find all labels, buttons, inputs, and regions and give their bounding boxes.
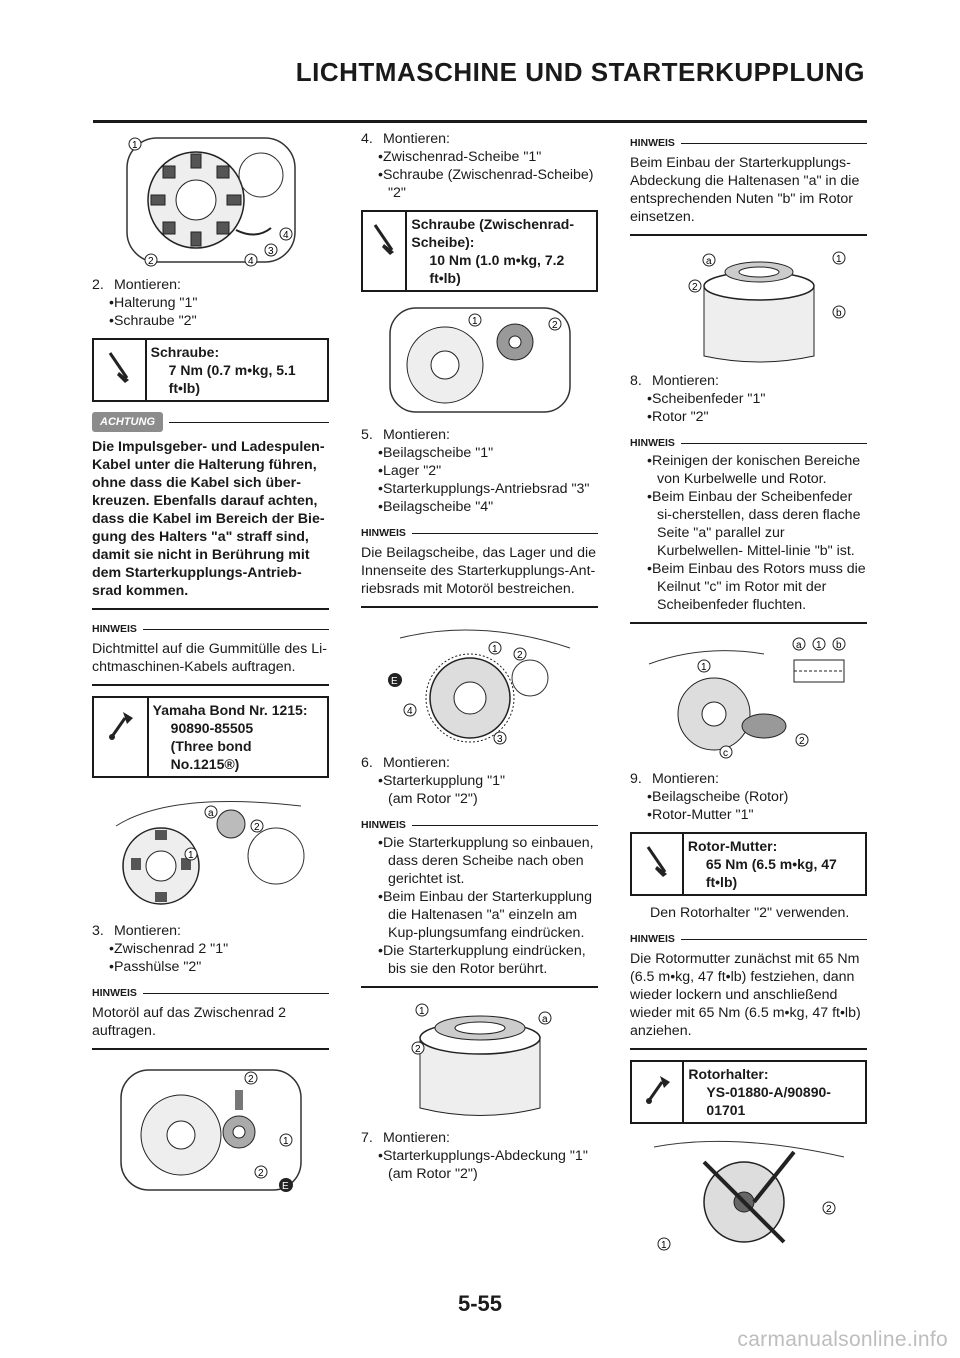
- callout-2b: 2: [257, 1168, 264, 1179]
- hinweis-header: HINWEIS: [361, 524, 598, 542]
- spec-value: 10 Nm (1.0 m•kg, 7.2 ft•lb): [429, 252, 565, 286]
- woodruff-key-rotor-illustration: [644, 634, 854, 764]
- callout-2: 2: [551, 320, 558, 331]
- callout-2: 2: [253, 822, 260, 833]
- achtung-header: [92, 412, 329, 432]
- starter-clutch-gear-illustration: [380, 618, 580, 748]
- divider: [630, 622, 867, 624]
- hinweis-text: Die Rotormutter zunächst mit 65 Nm (6.5 m•kg, 47 ft•lb) festziehen, dann wieder lockern und anschließend wieder mit 65 Nm (6.5 m•kg, 47 ft•lb) anziehen.: [630, 951, 861, 1039]
- list-item: • Schraube (Zwischenrad-Scheibe) "2": [361, 166, 598, 202]
- list-item: • Zwischenrad 2 "1": [92, 940, 329, 958]
- callout-2: 2: [247, 1074, 254, 1085]
- list-item: • Die Starterkupplung so einbauen, dass deren Scheibe nach oben gerichtet ist.: [361, 834, 598, 888]
- callout-1: 1: [187, 850, 194, 861]
- column-1: [92, 124, 329, 1206]
- spec-value: (Three bond No.1215®): [170, 738, 252, 772]
- step-5: 5. Montieren:: [361, 427, 450, 443]
- list-item: • Rotor-Mutter "1": [630, 806, 867, 824]
- callout-4: 4: [406, 706, 413, 717]
- step-7: 7. Montieren:: [361, 1130, 450, 1146]
- list-item: • Passhülse "2": [92, 958, 329, 976]
- page-title: LICHTMASCHINE UND STARTERKUPPLUNG: [295, 57, 865, 87]
- step-2: 2. Montieren:: [92, 277, 181, 293]
- list-item: • Schraube "2": [92, 312, 329, 330]
- column-3: [630, 134, 867, 1268]
- hinweis-header: HINWEIS: [630, 930, 867, 948]
- hinweis-header: HINWEIS: [630, 434, 867, 452]
- hinweis-text: Dichtmittel auf die Gummitülle des Li-chtmaschinen-Kabels auftragen.: [92, 641, 327, 675]
- idle-gear-illustration: [111, 786, 311, 916]
- watermark: carmanualsonline.info: [737, 1328, 948, 1351]
- callout-1: 1: [471, 316, 478, 327]
- callout-b: b: [835, 308, 842, 319]
- hinweis-text: Die Beilagscheibe, das Lager und die Innenseite des Starterkupplungs-Ant-riebsrads mit Motoröl bestreichen.: [361, 545, 597, 597]
- step-4: 4. Montieren:: [361, 131, 450, 147]
- divider: [92, 608, 329, 610]
- rotor-nut-holder-illustration: [644, 1132, 854, 1262]
- list-item: • Rotor "2": [630, 408, 867, 426]
- list-item: • Beim Einbau der Scheibenfeder si-cherstellen, dass deren flache Seite "a" parallel zur Kurbelwellen- Mittel-linie "b" ist.: [630, 488, 867, 560]
- hinweis-text: Motoröl auf das Zwischenrad 2 auftragen.: [92, 1005, 286, 1039]
- spec-value: 7 Nm (0.7 m•kg, 5.1 ft•lb): [168, 362, 296, 396]
- page-number: 5-55: [457, 1291, 503, 1316]
- hinweis-header: HINWEIS: [361, 816, 598, 834]
- list-item: • Scheibenfeder "1": [630, 390, 867, 408]
- spec-box-zwischenrad: [361, 210, 598, 292]
- starter-clutch-rotor-illustration: [380, 998, 580, 1123]
- callout-3: 3: [267, 246, 274, 257]
- callout-a: a: [207, 808, 214, 819]
- callout-2: 2: [825, 1204, 832, 1215]
- oil-symbol-e: E: [390, 676, 398, 687]
- list-item: • Beilagscheibe "1": [361, 444, 598, 462]
- spec-title: Yamaha Bond Nr. 1215:: [152, 702, 308, 718]
- spec-value: 90890-85505: [170, 720, 254, 736]
- list-item: • Starterkupplung "1": [361, 772, 598, 790]
- callout-2: 2: [691, 282, 698, 293]
- starter-cover-illustration: [649, 246, 849, 366]
- callout-1: 1: [282, 1136, 289, 1147]
- callout-a: a: [541, 1014, 548, 1025]
- wrench-icon: [363, 212, 407, 290]
- column-2: [361, 130, 598, 1183]
- divider: [92, 1048, 329, 1050]
- list-item: • Beim Einbau des Rotors muss die Keilnut "c" im Rotor mit der Scheibenfeder fluchten.: [630, 560, 867, 614]
- list-item: • Beilagscheibe "4": [361, 498, 598, 516]
- spec-box-schraube: [92, 338, 329, 402]
- list-item-sub: (am Rotor "2"): [388, 791, 478, 807]
- callout-1: 1: [660, 1240, 667, 1251]
- spec-box-rotorhalter: [630, 1060, 867, 1124]
- rotorhalter-note: Den Rotorhalter "2" verwenden.: [650, 905, 850, 921]
- callout-1: 1: [418, 1006, 425, 1017]
- step-9: 9. Montieren:: [630, 771, 719, 787]
- callout-4b: 4: [282, 230, 289, 241]
- callout-2: 2: [516, 650, 523, 661]
- list-item: • Beim Einbau der Starterkupplung die Haltenasen "a" einzeln am Kup-plungsumfang eindrücken.: [361, 888, 598, 942]
- callout-a: a: [795, 640, 802, 651]
- alternator-stator-illustration: [121, 130, 301, 270]
- callout-2: 2: [414, 1044, 421, 1055]
- callout-4: 4: [247, 256, 254, 267]
- sealant-icon: [94, 698, 149, 776]
- spec-title: Schraube:: [150, 344, 220, 360]
- idle-gear-washer-illustration: [380, 300, 580, 420]
- list-item: • Die Starterkupplung eindrücken, bis sie den Rotor berührt.: [361, 942, 598, 978]
- list-item: • Starterkupplungs-Abdeckung "1": [361, 1147, 598, 1165]
- spec-value: YS-01880-A/90890-01701: [706, 1084, 831, 1118]
- step-8: 8. Montieren:: [630, 373, 719, 389]
- oil-symbol-e: E: [281, 1181, 289, 1192]
- hinweis-header: HINWEIS: [92, 620, 329, 638]
- wrench-icon: [632, 834, 684, 894]
- list-item: • Starterkupplungs-Antriebsrad "3": [361, 480, 598, 498]
- divider: [92, 684, 329, 686]
- wrench-icon: [94, 340, 147, 400]
- callout-a: a: [705, 256, 712, 267]
- callout-1: 1: [491, 644, 498, 655]
- callout-1: 1: [131, 140, 138, 151]
- passhuelse-illustration: [111, 1060, 311, 1200]
- list-item-sub: (am Rotor "2"): [388, 1166, 478, 1182]
- spec-box-bond: [92, 696, 329, 778]
- callout-1: 1: [835, 254, 842, 265]
- header-rule: [93, 120, 867, 123]
- divider: [361, 606, 598, 608]
- callout-2: 2: [798, 736, 805, 747]
- callout-2: 2: [147, 256, 154, 267]
- list-item: • Zwischenrad-Scheibe "1": [361, 148, 598, 166]
- spec-title: Rotor-Mutter:: [687, 838, 778, 854]
- step-6: 6. Montieren:: [361, 755, 450, 771]
- hinweis-header: HINWEIS: [92, 984, 329, 1002]
- achtung-badge: ACHTUNG: [92, 412, 163, 432]
- callout-3: 3: [496, 734, 503, 745]
- achtung-text: Die Impulsgeber- und Ladespulen-Kabel unter die Halterung führen, ohne dass die Kabel sich über-kreuzen. Ebenfalls darauf achten, dass die Kabel im Bereich der Bie-gung des Halters "a" straff sind, damit sie nicht in Berührung mit dem Starterkupplungs-Antrieb-srad kommen.: [92, 439, 325, 599]
- divider: [630, 1048, 867, 1050]
- hinweis-text: Beim Einbau der Starterkupplungs-Abdeckung die Haltenasen "a" in die entsprechenden Nuten "b" im Rotor einsetzen.: [630, 155, 860, 225]
- list-item: • Reinigen der konischen Bereiche von Kurbelwelle und Rotor.: [630, 452, 867, 488]
- spec-value: 65 Nm (6.5 m•kg, 47 ft•lb): [705, 856, 837, 890]
- list-item: • Beilagscheibe (Rotor): [630, 788, 867, 806]
- callout-b: b: [835, 640, 842, 651]
- list-item: • Halterung "1": [92, 294, 329, 312]
- divider: [361, 986, 598, 988]
- list-item: • Lager "2": [361, 462, 598, 480]
- spec-title: Rotorhalter:: [688, 1066, 769, 1082]
- step-3: 3. Montieren:: [92, 923, 181, 939]
- holder-tool-icon: [632, 1062, 684, 1122]
- callout-c: c: [722, 748, 728, 759]
- spec-title: Schraube (Zwischenrad-Scheibe):: [411, 216, 575, 250]
- hinweis-header: HINWEIS: [630, 134, 867, 152]
- spec-box-rotor-mutter: [630, 832, 867, 896]
- callout-1: 1: [815, 640, 822, 651]
- callout-1b: 1: [700, 662, 707, 673]
- divider: [630, 234, 867, 236]
